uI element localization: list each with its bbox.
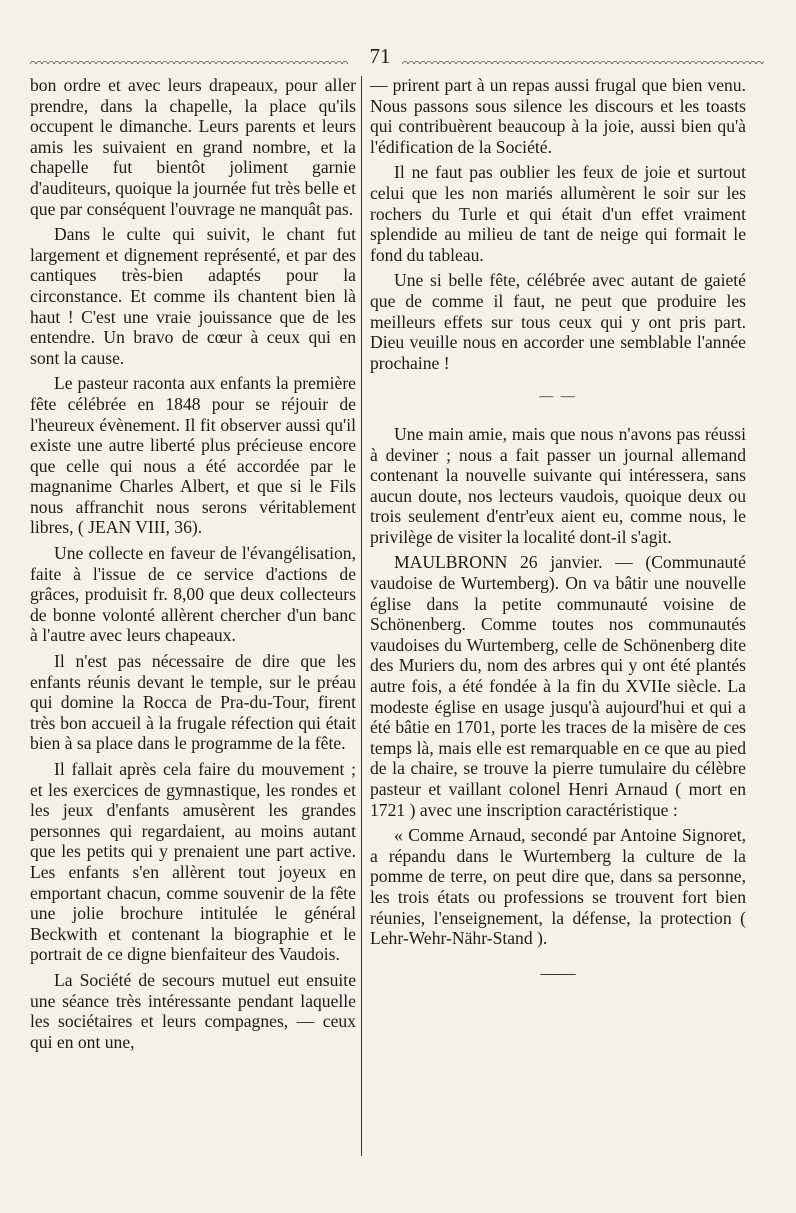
column-divider [361, 76, 362, 1156]
decorative-rule-left [30, 58, 348, 64]
inscription: « Comme Arnaud, secondé par Antoine Signoret, a répandu dans le Wurtemberg la culture de la pomme de terre, on peut dire que, dans sa personne, les trois états ou professions se trouvent fort bien réunies, l'enseignement, la défense, la protection ( Lehr-Wehr-Nähr-Stand ). [370, 825, 746, 949]
decorative-rule-right [402, 58, 764, 64]
paragraph: bon ordre et avec leurs drapeaux, pour aller prendre, dans la chapelle, la place qu'ils occupent le dimanche. Leurs parents et leurs amis les suivaient en grand nombre, et la chapelle fut bientôt joliment garnie d'auditeurs, quoique la journée fut très belle et que par conséquent l'ouvrage ne manquât pas. [30, 75, 356, 219]
paragraph: Une collecte en faveur de l'évangélisation, faite à l'issue de ce service d'actions de grâces, produisit fr. 8,00 que deux collecteurs de bonne volonté allèrent chercher d'un banc à l'autre avec leurs chapeaux. [30, 543, 356, 646]
paragraph: Il ne faut pas oublier les feux de joie et surtout celui que les non mariés allumèrent le soir sur les rochers du Turle et qui était d'un effet vraiment splendide au milieu de tant de neige qui formait le fond du tableau. [370, 162, 746, 265]
right-column [370, 75, 746, 983]
paragraph: Une main amie, mais que nous n'avons pas réussi à deviner ; nous a fait passer un journal allemand contenant la nouvelle suivante qui intéressera, sans aucun doute, nos lecteurs vaudois, quoique deux ou trois seulement d'entr'eux aient eu, comme nous, le privilège de visiter la localité dont-il s'agit. [370, 423, 746, 547]
end-mark: —— [540, 962, 576, 983]
news-item: MAULBRONN 26 janvier. — (Communauté vaudoise de Wurtemberg). On va bâtir une nouvelle église dans la petite communauté voisine de Schönenberg. Comme toutes nos communautés vaudoises du Wurtemberg, celle de Schönenberg dite des Muriers du, nom des arbres qui y ont été plantés autre fois, a été fondée à la fin du XVIIe siècle. La modeste église en usage jusqu'à aujourd'hui et qui a été bâtie en 1701, porte les traces de la misère de ces temps là, mais elle est remarquable en ce que au pied de la chaire, se trouve la pierre tumulaire du célèbre pasteur et vaillant colonel Henri Arnaud ( mort en 1721 ) avec une inscription caractéristique : [370, 552, 746, 820]
paragraph: La Société de secours mutuel eut ensuite une séance très intéressante pendant laquelle les sociétaires et leurs compagnes, — ceux qui en ont une, [30, 969, 356, 1052]
paragraph: — prirent part à un repas aussi frugal que bien venu. Nous passons sous silence les discours et les toasts qui contribuèrent beaucoup à la joie, aussi bien qu'à l'édification de la Société. [370, 75, 746, 157]
paragraph: Il n'est pas nécessaire de dire que les enfants réunis devant le temple, sur le préau qui domine la Rocca de Pra-du-Tour, firent très bon accueil à la frugale réfection qui était bien à sa place dans le programme de la fête. [30, 651, 356, 754]
paragraph: Une si belle fête, célébrée avec autant de gaieté que de comme il faut, ne peut que produire les meilleurs effets sur tous ceux qui y ont pris part. Dieu veuille nous en accorder une semblable l'année prochaine ! [370, 270, 746, 373]
paragraph: Le pasteur raconta aux enfants la première fête célébrée en 1848 pour se réjouir de l'heureux évènement. Il fit observer aussi qu'il existe une autre liberté plus précieuse encore que celle qui nous a été accordée par le magnanime Charles Albert, et que si le Fils nous affranchit nous serons véritablement libres, ( JEAN VIII, 36). [30, 373, 356, 538]
paragraph: Il fallait après cela faire du mouvement ; et les exercices de gymnastique, les rondes et les jeux d'enfants amusèrent les grandes personnes qui regardaient, au moins autant que les petits qui y prenaient une part active. Les enfants s'en allèrent tout joyeux en emportant chacun, comme souvenir de la fête une jolie brochure intitulée le général Beckwith et contenant la biographie et le portrait de ce digne bienfaiteur des Vaudois. [30, 759, 356, 965]
page-header [30, 44, 764, 74]
page-number: 71 [369, 44, 391, 68]
left-column [30, 75, 356, 1057]
section-separator: — — [539, 389, 577, 405]
paragraph: Dans le culte qui suivit, le chant fut largement et dignement représenté, et par des cantiques très-bien adaptés pour la circonstance. Et comme ils chantent bien là haut ! C'est une vraie jouissance que de les entendre. Un bravo de cœur à ceux qui en sont la cause. [30, 224, 356, 368]
